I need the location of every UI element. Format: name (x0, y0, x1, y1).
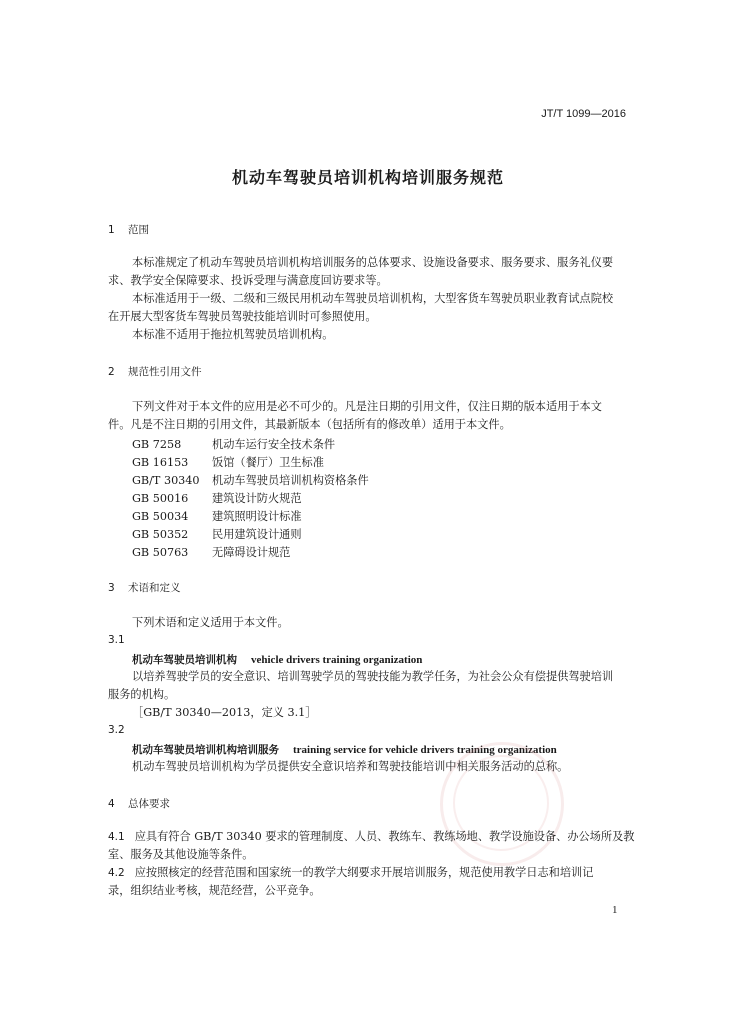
term-chinese: 机动车驾驶员培训机构 (132, 654, 237, 666)
reference-code: GB 16153 (132, 456, 189, 469)
clause-text: 应按照核定的经营范围和国家统一的教学大纲要求开展培训服务，规范使用教学日志和培训记 (134, 866, 594, 879)
reference-item (132, 544, 290, 560)
reference-code: GB 50034 (132, 510, 189, 523)
paragraph-line: 件。凡是不注日期的引用文件，其最新版本（包括所有的修改单）适用于本文件。 (108, 418, 511, 431)
term-english: training service for vehicle drivers training organization (293, 744, 557, 756)
standard-code: JT/T 1099—2016 (541, 108, 626, 120)
paragraph-line: 在开展大型客货车驾驶员驾驶技能培训时可参照使用。 (108, 310, 377, 323)
term-chinese: 机动车驾驶员培训机构培训服务 (132, 744, 279, 756)
term-source: ［GB/T 30340—2013，定义 3.1］ (132, 706, 317, 719)
paragraph-line: 求、教学安全保障要求、投诉受理与满意度回访要求等。 (108, 274, 388, 287)
clause-line (108, 828, 634, 846)
section-number: 1 (108, 224, 115, 236)
paragraph-line: 服务的机构。 (108, 688, 176, 701)
reference-code: GB 50016 (132, 492, 189, 505)
term-number: 3.1 (108, 634, 125, 646)
reference-item (132, 472, 369, 488)
page-title: 机动车驾驶员培训机构培训服务规范 (231, 168, 504, 187)
paragraph-line: 机动车驾驶员培训机构为学员提供安全意识培养和驾驶技能培训中相关服务活动的总称。 (132, 760, 569, 773)
paragraph-line: 本标准不适用于拖拉机驾驶员培训机构。 (132, 328, 334, 341)
paragraph-line: 下列术语和定义适用于本文件。 (132, 616, 289, 629)
section-title: 规范性引用文件 (128, 366, 202, 378)
clause-line: 室、服务及其他设施等条件。 (108, 848, 254, 861)
reference-code: GB 50763 (132, 546, 189, 559)
reference-code: GB 7258 (132, 438, 182, 451)
paragraph-line: 以培养驾驶学员的安全意识、培训驾驶学员的驾驶技能为教学任务，为社会公众有偿提供驾驶培训 (132, 670, 614, 683)
reference-name: 无障碍设计规范 (212, 546, 291, 559)
section-number: 2 (108, 366, 115, 378)
section-number: 4 (108, 798, 115, 810)
section-1-heading (108, 222, 149, 237)
reference-item (132, 490, 302, 506)
reference-item (132, 436, 335, 452)
term-heading (132, 652, 422, 667)
clause-number: 4.1 (108, 831, 125, 843)
term-number: 3.2 (108, 724, 125, 736)
reference-code: GB/T 30340 (132, 474, 200, 487)
reference-name: 建筑照明设计标准 (212, 510, 302, 523)
paragraph-line: 本标准适用于一级、二级和三级民用机动车驾驶员培训机构，大型客货车驾驶员职业教育试点院校 (132, 292, 614, 305)
section-title: 范围 (128, 224, 149, 236)
reference-name: 饭馆（餐厅）卫生标准 (212, 456, 324, 469)
section-title: 总体要求 (128, 798, 170, 810)
section-4-heading (108, 796, 170, 811)
clause-text: 应具有符合 GB/T 30340 要求的管理制度、人员、教练车、教练场地、教学设施设备、办公场所及教 (134, 830, 635, 843)
page-number: 1 (612, 904, 618, 916)
reference-name: 民用建筑设计通则 (212, 528, 302, 541)
section-3-heading (108, 580, 181, 595)
section-2-heading (108, 364, 202, 379)
section-number: 3 (108, 582, 115, 594)
reference-name: 机动车驾驶员培训机构资格条件 (212, 474, 369, 487)
section-title: 术语和定义 (128, 582, 181, 594)
term-english: vehicle drivers training organization (251, 654, 423, 666)
clause-line (108, 864, 593, 882)
paragraph-line: 下列文件对于本文件的应用是必不可少的。凡是注日期的引用文件，仅注日期的版本适用于本文 (132, 400, 602, 413)
clause-line: 录，组织结业考核，规范经营，公平竞争。 (108, 884, 321, 897)
reference-name: 建筑设计防火规范 (212, 492, 302, 505)
reference-name: 机动车运行安全技术条件 (212, 438, 336, 451)
paragraph-line: 本标准规定了机动车驾驶员培训机构培训服务的总体要求、设施设备要求、服务要求、服务礼仪要 (132, 256, 614, 269)
reference-item (132, 526, 302, 542)
reference-code: GB 50352 (132, 528, 189, 541)
clause-number: 4.2 (108, 867, 125, 879)
reference-item (132, 508, 302, 524)
watermark-seal (440, 742, 564, 866)
reference-item (132, 454, 324, 470)
